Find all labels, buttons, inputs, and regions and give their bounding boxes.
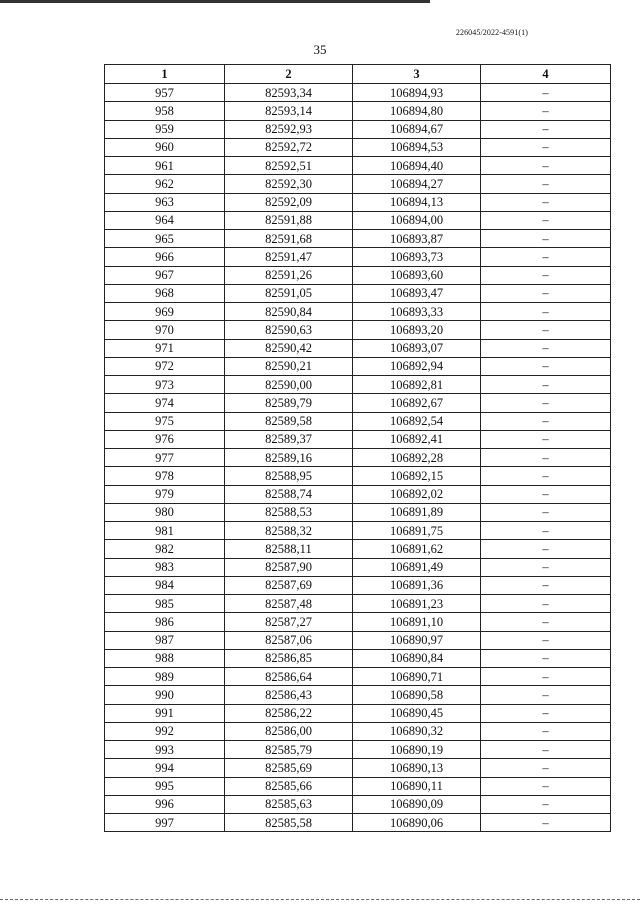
table-row [105,558,611,576]
table-cell-col-1: 996 [105,795,225,813]
table-cell-col-2: 82588,95 [225,467,353,485]
header-row [105,65,611,84]
table-row [105,759,611,777]
table-cell-col-2: 82585,63 [225,795,353,813]
table-cell-col-2: 82586,64 [225,668,353,686]
table-cell-col-3: 106893,20 [353,321,481,339]
table-cell-col-3: 106893,60 [353,266,481,284]
table-cell-col-1: 988 [105,649,225,667]
table-cell-col-3: 106894,40 [353,157,481,175]
table-cell-col-4: – [481,321,611,339]
table-cell-col-2: 82589,79 [225,394,353,412]
table-cell-col-3: 106892,67 [353,394,481,412]
table-cell-col-3: 106894,13 [353,193,481,211]
table-cell-col-2: 82592,30 [225,175,353,193]
page-number: 35 [313,42,327,57]
table-cell-col-4: – [481,138,611,156]
table-row [105,175,611,193]
table-cell-col-2: 82586,43 [225,686,353,704]
document-number: 226045/2022-4591(1) [455,28,528,37]
table-cell-col-4: – [481,357,611,375]
table-cell-col-4: – [481,777,611,795]
table-cell-col-2: 82586,00 [225,722,353,740]
table-row [105,84,611,102]
table-cell-col-3: 106894,27 [353,175,481,193]
table-cell-col-3: 106890,71 [353,668,481,686]
table-cell-col-4: – [481,211,611,229]
table-cell-col-3: 106893,07 [353,339,481,357]
table-cell-col-4: – [481,722,611,740]
table-cell-col-1: 993 [105,741,225,759]
table-cell-col-1: 967 [105,266,225,284]
table-cell-col-4: – [481,303,611,321]
table-cell-col-2: 82591,47 [225,248,353,266]
table-cell-col-2: 82593,14 [225,102,353,120]
table-cell-col-4: – [481,814,611,832]
table-cell-col-1: 963 [105,193,225,211]
column-header-1: 1 [105,65,225,84]
table-cell-col-4: – [481,266,611,284]
table-cell-col-1: 970 [105,321,225,339]
table-cell-col-2: 82589,16 [225,449,353,467]
table-cell-col-4: – [481,686,611,704]
table-row [105,741,611,759]
table-cell-col-2: 82585,66 [225,777,353,795]
table-row [105,613,611,631]
table-cell-col-3: 106894,80 [353,102,481,120]
table-cell-col-3: 106891,10 [353,613,481,631]
table-cell-col-2: 82591,88 [225,211,353,229]
table-row [105,649,611,667]
table-row [105,430,611,448]
column-header-4: 4 [481,65,611,84]
table-cell-col-4: – [481,503,611,521]
top-rule [0,0,430,3]
table-row [105,686,611,704]
table-cell-col-1: 992 [105,722,225,740]
table-cell-col-1: 959 [105,120,225,138]
table-cell-col-1: 975 [105,412,225,430]
column-header-3: 3 [353,65,481,84]
table-cell-col-1: 977 [105,449,225,467]
table-cell-col-4: – [481,193,611,211]
table-cell-col-1: 979 [105,485,225,503]
table-cell-col-3: 106891,23 [353,595,481,613]
table-row [105,394,611,412]
table-cell-col-3: 106891,62 [353,540,481,558]
table-cell-col-3: 106894,00 [353,211,481,229]
table-cell-col-1: 983 [105,558,225,576]
table-row [105,339,611,357]
table-cell-col-2: 82590,84 [225,303,353,321]
table-row [105,485,611,503]
table-cell-col-4: – [481,449,611,467]
table-cell-col-1: 958 [105,102,225,120]
table-cell-col-2: 82590,42 [225,339,353,357]
table-cell-col-2: 82585,58 [225,814,353,832]
table-cell-col-4: – [481,175,611,193]
table-cell-col-4: – [481,467,611,485]
table-row [105,357,611,375]
table-row [105,138,611,156]
table-cell-col-3: 106892,81 [353,376,481,394]
table-cell-col-3: 106890,58 [353,686,481,704]
table-cell-col-3: 106894,53 [353,138,481,156]
table-cell-col-3: 106890,11 [353,777,481,795]
table-cell-col-4: – [481,376,611,394]
table-cell-col-1: 980 [105,503,225,521]
table-cell-col-4: – [481,522,611,540]
table-cell-col-3: 106890,19 [353,741,481,759]
table-cell-col-1: 964 [105,211,225,229]
table-row [105,284,611,302]
table-cell-col-2: 82592,51 [225,157,353,175]
table-cell-col-3: 106892,28 [353,449,481,467]
table-row [105,576,611,594]
table-cell-col-4: – [481,248,611,266]
table-cell-col-1: 989 [105,668,225,686]
table-row [105,467,611,485]
table-row [105,814,611,832]
table-cell-col-3: 106894,93 [353,84,481,102]
table-cell-col-4: – [481,394,611,412]
table-cell-col-3: 106890,09 [353,795,481,813]
table-row [105,540,611,558]
table-row [105,795,611,813]
table-cell-col-3: 106890,45 [353,704,481,722]
table-cell-col-4: – [481,157,611,175]
table-cell-col-1: 962 [105,175,225,193]
table-cell-col-2: 82590,00 [225,376,353,394]
table-row [105,193,611,211]
table-row [105,503,611,521]
table-cell-col-4: – [481,284,611,302]
table-cell-col-3: 106893,73 [353,248,481,266]
table-cell-col-4: – [481,704,611,722]
table-cell-col-1: 957 [105,84,225,102]
table-cell-col-3: 106890,13 [353,759,481,777]
table-cell-col-2: 82590,21 [225,357,353,375]
table-cell-col-3: 106893,33 [353,303,481,321]
column-header-2: 2 [225,65,353,84]
table-cell-col-1: 966 [105,248,225,266]
table-cell-col-4: – [481,631,611,649]
table-cell-col-4: – [481,558,611,576]
table-cell-col-1: 972 [105,357,225,375]
table-cell-col-3: 106892,02 [353,485,481,503]
table-cell-col-4: – [481,485,611,503]
table-cell-col-1: 994 [105,759,225,777]
table-row [105,412,611,430]
table-cell-col-2: 82592,93 [225,120,353,138]
table-row [105,704,611,722]
table-cell-col-3: 106890,06 [353,814,481,832]
table-cell-col-2: 82593,34 [225,84,353,102]
table-cell-col-1: 968 [105,284,225,302]
table-cell-col-1: 973 [105,376,225,394]
table-cell-col-2: 82586,22 [225,704,353,722]
table-cell-col-3: 106890,97 [353,631,481,649]
table-row [105,248,611,266]
table-cell-col-4: – [481,576,611,594]
table-cell-col-2: 82592,09 [225,193,353,211]
table-cell-col-1: 997 [105,814,225,832]
table-cell-col-4: – [481,595,611,613]
table-cell-col-2: 82591,05 [225,284,353,302]
table-cell-col-1: 965 [105,230,225,248]
table-cell-col-3: 106891,89 [353,503,481,521]
table-cell-col-1: 974 [105,394,225,412]
table-cell-col-2: 82586,85 [225,649,353,667]
table-cell-col-4: – [481,741,611,759]
table-cell-col-2: 82587,69 [225,576,353,594]
table-body [105,84,611,832]
table-cell-col-4: – [481,102,611,120]
table-cell-col-1: 971 [105,339,225,357]
table-cell-col-2: 82590,63 [225,321,353,339]
table-cell-col-4: – [481,120,611,138]
table-cell-col-2: 82585,79 [225,741,353,759]
table-row [105,211,611,229]
table-cell-col-2: 82588,74 [225,485,353,503]
table-cell-col-4: – [481,84,611,102]
table-cell-col-4: – [481,613,611,631]
table-cell-col-2: 82587,06 [225,631,353,649]
table-cell-col-4: – [481,668,611,686]
table-row [105,376,611,394]
table-cell-col-2: 82591,68 [225,230,353,248]
table-row [105,157,611,175]
table-cell-col-4: – [481,430,611,448]
table-row [105,522,611,540]
table-cell-col-2: 82588,32 [225,522,353,540]
table-row [105,321,611,339]
table-cell-col-1: 969 [105,303,225,321]
table-row [105,266,611,284]
table-cell-col-2: 82587,27 [225,613,353,631]
table-cell-col-1: 990 [105,686,225,704]
table-cell-col-2: 82589,37 [225,430,353,448]
table-cell-col-1: 984 [105,576,225,594]
table-cell-col-3: 106890,32 [353,722,481,740]
table-header [105,65,611,84]
table-row [105,120,611,138]
table-cell-col-4: – [481,412,611,430]
table-cell-col-1: 986 [105,613,225,631]
table-row [105,631,611,649]
coordinates-table [104,64,611,832]
table-cell-col-3: 106890,84 [353,649,481,667]
table-cell-col-1: 991 [105,704,225,722]
table-cell-col-2: 82585,69 [225,759,353,777]
table-cell-col-3: 106891,36 [353,576,481,594]
table-cell-col-4: – [481,540,611,558]
table-cell-col-3: 106892,15 [353,467,481,485]
table-cell-col-3: 106893,47 [353,284,481,302]
table-cell-col-1: 982 [105,540,225,558]
table-cell-col-4: – [481,339,611,357]
table-cell-col-4: – [481,649,611,667]
table-row [105,230,611,248]
table-row [105,595,611,613]
table-cell-col-3: 106892,54 [353,412,481,430]
table-cell-col-2: 82587,90 [225,558,353,576]
table-row [105,449,611,467]
table-cell-col-1: 981 [105,522,225,540]
table-cell-col-2: 82588,11 [225,540,353,558]
table-cell-col-1: 978 [105,467,225,485]
bottom-rule [0,899,640,901]
table-cell-col-1: 995 [105,777,225,795]
table-row [105,777,611,795]
table-cell-col-3: 106894,67 [353,120,481,138]
table-cell-col-1: 987 [105,631,225,649]
table-cell-col-1: 976 [105,430,225,448]
table-row [105,303,611,321]
table-cell-col-3: 106891,49 [353,558,481,576]
table-cell-col-3: 106893,87 [353,230,481,248]
table-cell-col-2: 82591,26 [225,266,353,284]
table-cell-col-2: 82587,48 [225,595,353,613]
table-cell-col-4: – [481,759,611,777]
table-cell-col-4: – [481,795,611,813]
table-cell-col-1: 985 [105,595,225,613]
table-row [105,722,611,740]
table-cell-col-3: 106891,75 [353,522,481,540]
table-row [105,668,611,686]
table-cell-col-1: 961 [105,157,225,175]
table-cell-col-2: 82592,72 [225,138,353,156]
table-cell-col-1: 960 [105,138,225,156]
table-cell-col-2: 82589,58 [225,412,353,430]
table-cell-col-3: 106892,94 [353,357,481,375]
table-row [105,102,611,120]
table-cell-col-4: – [481,230,611,248]
table-cell-col-2: 82588,53 [225,503,353,521]
table-cell-col-3: 106892,41 [353,430,481,448]
